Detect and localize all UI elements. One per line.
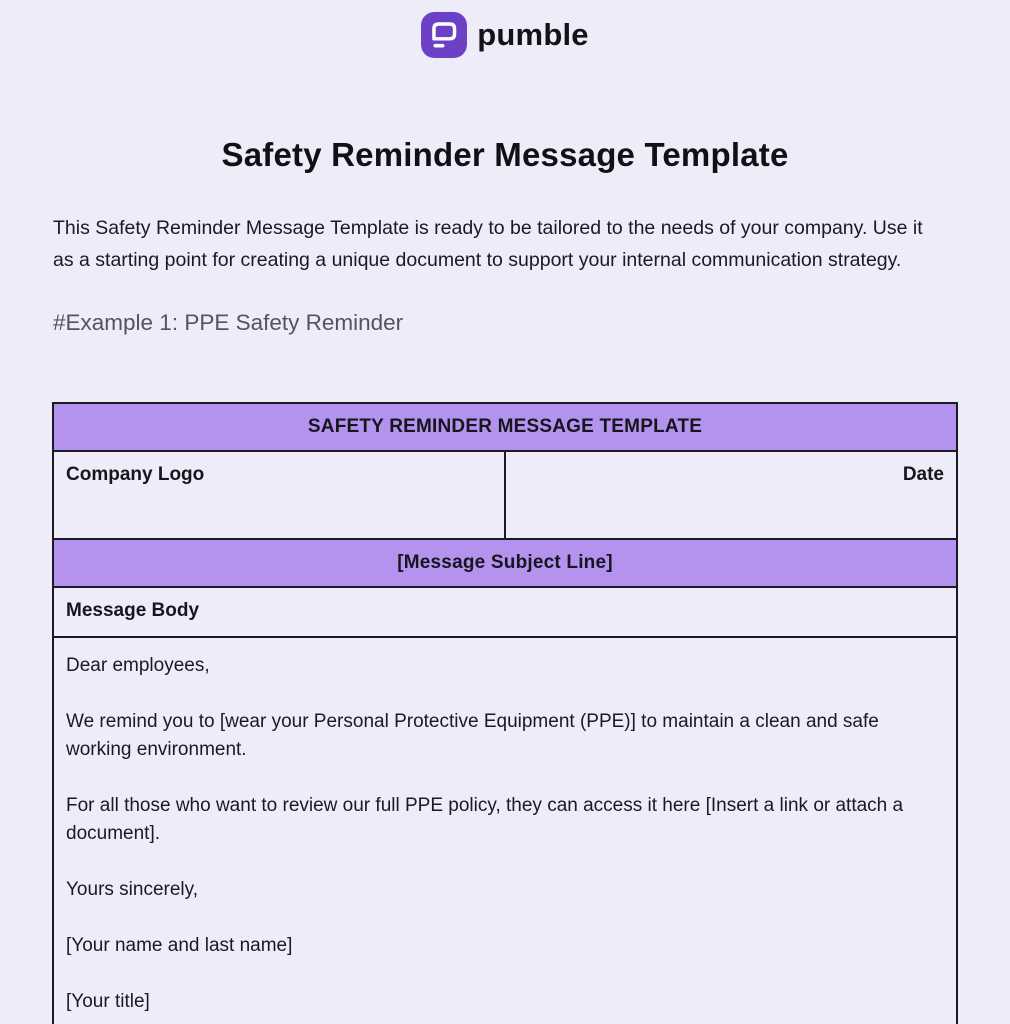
brand-name: pumble (477, 17, 589, 52)
intro-paragraph: This Safety Reminder Message Template is ready to be tailored to the needs of your company. Use it as a starting point for creating a unique document to support your internal communication strategy. (53, 217, 923, 271)
body-paragraph: Dear employees, (66, 655, 210, 676)
example-heading: #Example 1: PPE Safety Reminder (53, 310, 404, 335)
pumble-speech-bubble-icon (421, 12, 467, 58)
table-header-cell: SAFETY REMINDER MESSAGE TEMPLATE (53, 403, 957, 451)
body-paragraph: [Your title] (66, 991, 150, 1012)
table-row (53, 637, 957, 1024)
company-logo-cell: Company Logo (53, 451, 505, 539)
table-row (53, 403, 957, 451)
message-body-cell (53, 637, 957, 1024)
table-row (53, 587, 957, 637)
template-table (52, 402, 958, 1024)
message-body-label-cell: Message Body (53, 587, 957, 637)
subject-line-cell: [Message Subject Line] (53, 539, 957, 587)
date-cell: Date (505, 451, 957, 539)
page-title: Safety Reminder Message Template (221, 136, 789, 173)
body-paragraph: [Your name and last name] (66, 935, 293, 956)
body-paragraph: We remind you to [wear your Personal Protective Equipment (PPE)] to maintain a clean and safe working environment. (66, 711, 879, 760)
table-row (53, 451, 957, 539)
table-row (53, 539, 957, 587)
logo[interactable] (0, 0, 1010, 58)
body-paragraph: Yours sincerely, (66, 879, 199, 900)
body-paragraph: For all those who want to review our full PPE policy, they can access it here [Insert a link or attach a document]. (66, 795, 904, 844)
